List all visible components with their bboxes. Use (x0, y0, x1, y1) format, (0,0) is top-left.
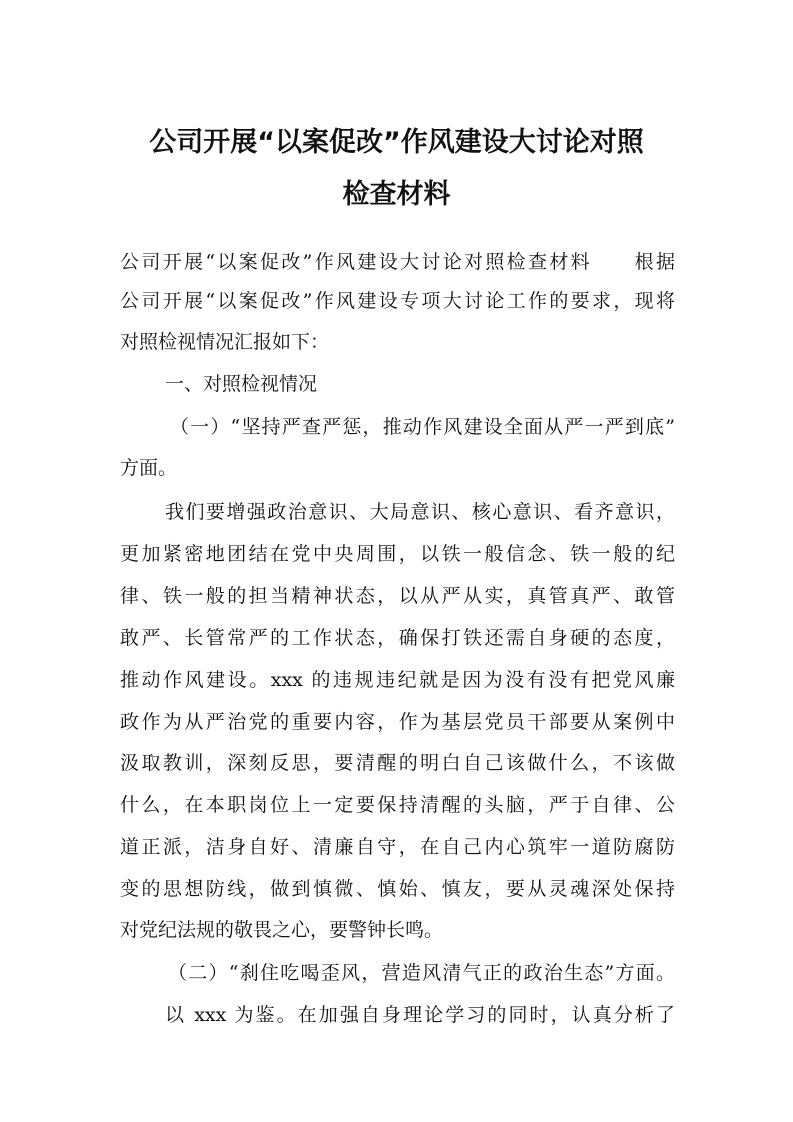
body-text-line: 我们要增强政治意识、大局意识、核心意识、看齐意识， (165, 501, 675, 523)
body-text-line: 更加紧密地团结在党中央周围，以铁一般信念、铁一般的纪 (120, 543, 675, 565)
document-title-line-1: 公司开展“以案促改”作风建设大讨论对照 (149, 127, 644, 158)
body-text-line: 什么，在本职岗位上一定要保持清醒的头脑，严于自律、公 (120, 794, 675, 816)
body-text-line: 方面。 (120, 457, 178, 479)
body-text-line: 变的思想防线，做到慎微、慎始、慎友，要从灵魂深处保持 (120, 878, 675, 900)
body-text-line: 律、铁一般的担当精神状态，以从严从实，真管真严、敢管 (120, 585, 675, 607)
subsection-heading: （一）“坚持严查严惩，推动作风建设全面从严一严到底” (170, 416, 675, 438)
body-text-line: 推动作风建设。xxx 的违规违纪就是因为没有没有把党风廉 (120, 669, 675, 691)
document-title-line-2: 检查材料 (342, 179, 451, 210)
body-text-line: 道正派，洁身自好、清廉自守，在自己内心筑牢一道防腐防 (120, 836, 675, 858)
subsection-heading: （二）“刹住吃喝歪风，营造风清气正的政治生态”方面。 (168, 962, 675, 984)
body-text-line: 对照检视情况汇报如下： (120, 331, 330, 353)
body-text-line: 公司开展“以案促改”作风建设大讨论对照检查材料 根据 (120, 251, 675, 273)
body-text-line: 公司开展“以案促改”作风建设专项大讨论工作的要求，现将 (120, 290, 675, 312)
body-text-line: 汲取教训，深刻反思，要清醒的明白自己该做什么，不该做 (120, 752, 675, 774)
body-text-line: 以 xxx 为鉴。在加强自身理论学习的同时，认真分析了 (165, 1004, 675, 1026)
body-text-line: 政作为从严治党的重要内容，作为基层党员干部要从案例中 (120, 711, 675, 733)
body-text-line: 敢严、长管常严的工作状态，确保打铁还需自身硬的态度， (120, 627, 675, 649)
section-heading: 一、对照检视情况 (165, 373, 318, 395)
body-text-line: 对党纪法规的敬畏之心，要警钟长鸣。 (120, 919, 444, 941)
